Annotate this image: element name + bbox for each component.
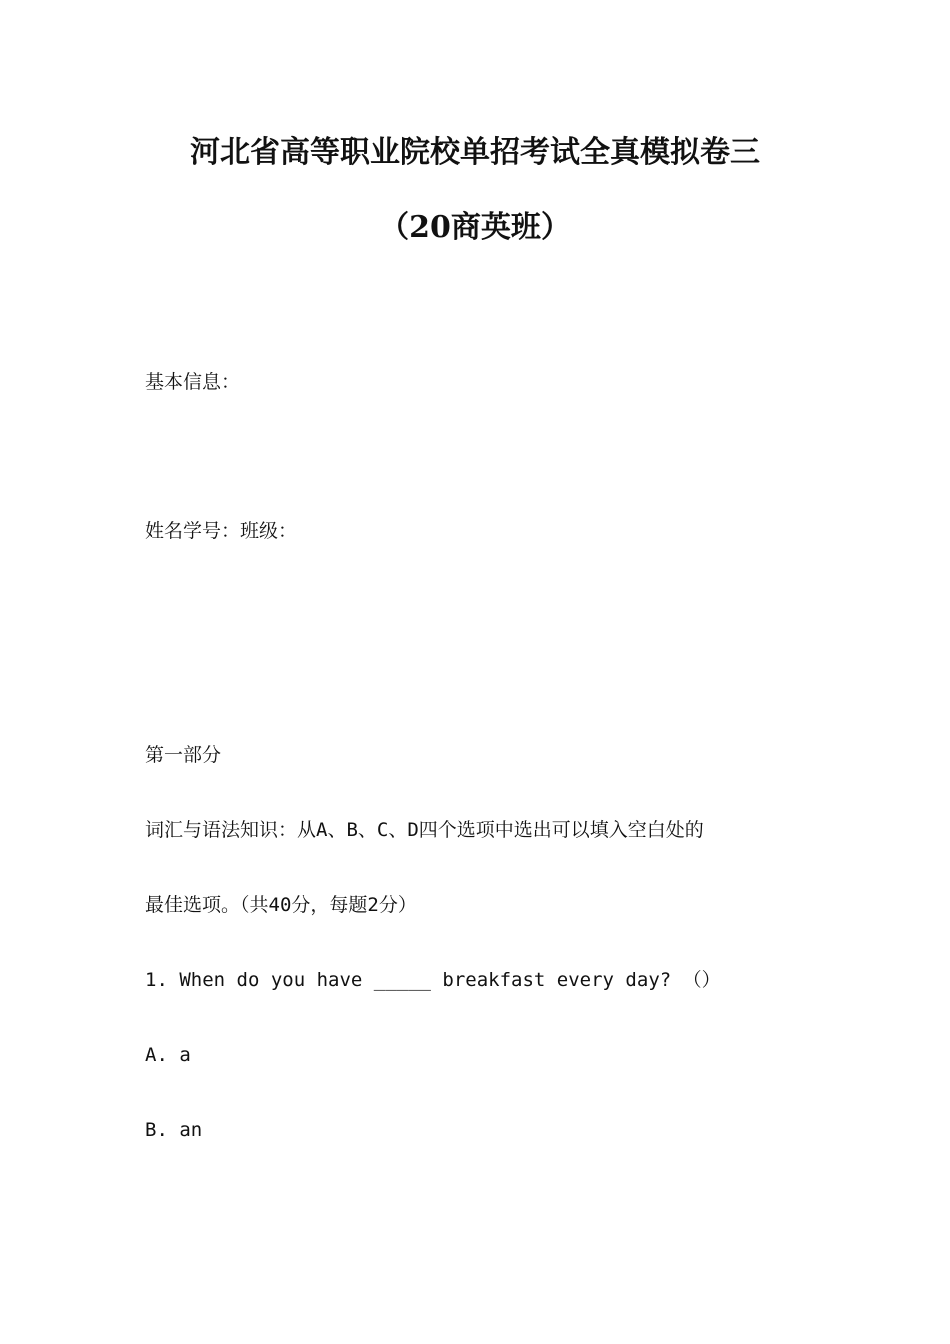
question-1: 1. When do you have _____ breakfast every day? （） — [145, 969, 721, 991]
part-heading: 第一部分 — [145, 744, 222, 766]
instruction-line-2: 最佳选项。（共40分，每题2分） — [145, 894, 417, 916]
exam-subtitle: （20商英班） — [379, 210, 571, 245]
name-class-line: 姓名学号：班级： — [145, 520, 298, 542]
question-1-option-a: A. a — [145, 1044, 191, 1066]
instruction-line-1: 词汇与语法知识：从A、B、C、D四个选项中选出可以填入空白处的 — [145, 819, 704, 841]
exam-title: 河北省高等职业院校单招考试全真模拟卷三 — [190, 135, 760, 170]
basic-info-label: 基本信息： — [145, 371, 241, 393]
question-1-option-b: B. an — [145, 1119, 203, 1141]
